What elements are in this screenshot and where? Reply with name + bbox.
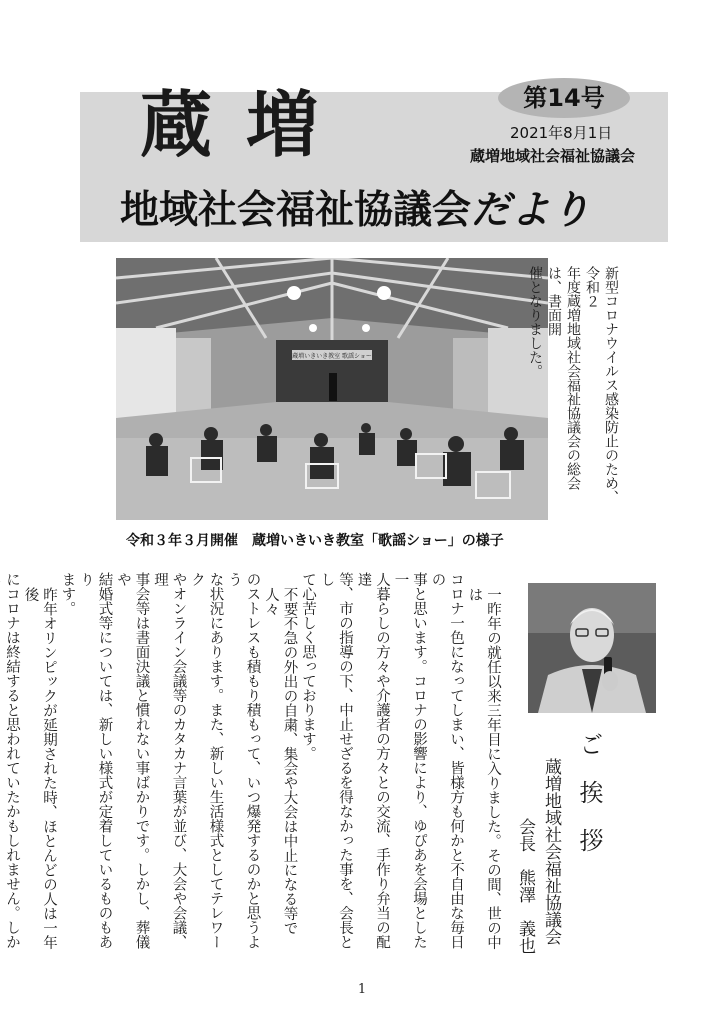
body-line: コロナ一色になってしまい、皆様方も何かと不自由な毎日の bbox=[429, 572, 464, 949]
body-line: な状況にあります。また、新しい生活様式としてテレワーク bbox=[189, 572, 224, 949]
stage-banner: 蔵増いきいき教室 歌謡ショー bbox=[292, 353, 372, 360]
hall-photo-illustration bbox=[116, 258, 548, 520]
general-meeting-notice bbox=[525, 266, 620, 516]
body-line: 不要不急の外出の自粛、集会や大会は中止になる等で人々 bbox=[263, 586, 298, 935]
body-line: にコロナは終結すると思われていたかもしれません。しか bbox=[4, 572, 20, 949]
body-line: ます。 bbox=[59, 572, 76, 616]
greeting-author: 会長 熊澤 義也 bbox=[515, 818, 535, 954]
photo-caption: 令和３年３月開催 蔵増いきいき教室「歌謡ショー」の様子 bbox=[126, 533, 504, 549]
body-line: やオンライン会議等のカタカナ言葉が並び、大会や会議、理 bbox=[152, 572, 187, 949]
page-number: 1 bbox=[357, 982, 367, 997]
greeting-heading: ご挨拶 bbox=[575, 732, 603, 876]
body-line: て心苦しく思っております。 bbox=[300, 572, 316, 761]
newsletter-title: 蔵増 bbox=[140, 83, 353, 167]
greeting-org: 蔵増地域社会福祉協議会 bbox=[541, 758, 561, 945]
body-line: のストレスも積もり積もって、いつ爆発するのかと思うよう bbox=[226, 572, 261, 949]
notice-line: 年度蔵増地域社会福祉協議会の総会は、書面開 bbox=[546, 266, 581, 490]
subtitle-main: 地域社会福祉協議会 bbox=[120, 188, 472, 233]
event-hall-photo bbox=[116, 258, 548, 520]
portrait-illustration bbox=[528, 583, 656, 713]
body-line: 一昨年の就任以来三年目に入りました。その間、世の中は bbox=[466, 586, 501, 949]
body-line: 等、市の指導の下、中止せざるを得なかった事を、会長とし bbox=[318, 572, 353, 949]
issue-number-badge: 第14号 bbox=[498, 78, 630, 118]
body-line: 事会等は書面決議と慣れない事ばかりです。しかし、葬儀や bbox=[115, 572, 150, 949]
body-line: 結婚式等については、新しい様式が定着しているものもあり bbox=[78, 572, 113, 949]
notice-line: 新型コロナウイルス感染防止のため、令和２ bbox=[584, 266, 619, 504]
chairman-portrait bbox=[528, 583, 656, 713]
body-line: 事と思います。コロナの影響により、ゆぴあを会場とした一 bbox=[392, 572, 427, 949]
notice-line: 催となりました。 bbox=[527, 266, 543, 378]
body-line: 昨年オリンピックが延期された時、ほとんどの人は一年後 bbox=[22, 586, 57, 949]
subtitle-tail: だより bbox=[471, 188, 592, 233]
body-line: 人暮らしの方々や介護者の方々との交流、手作り弁当の配達 bbox=[355, 572, 390, 949]
publisher-name: 蔵増地域社会福祉協議会 bbox=[470, 147, 636, 165]
greeting-body bbox=[0, 572, 502, 962]
newsletter-subtitle bbox=[120, 186, 591, 236]
issue-date: 2021年8月1日 bbox=[510, 124, 613, 142]
